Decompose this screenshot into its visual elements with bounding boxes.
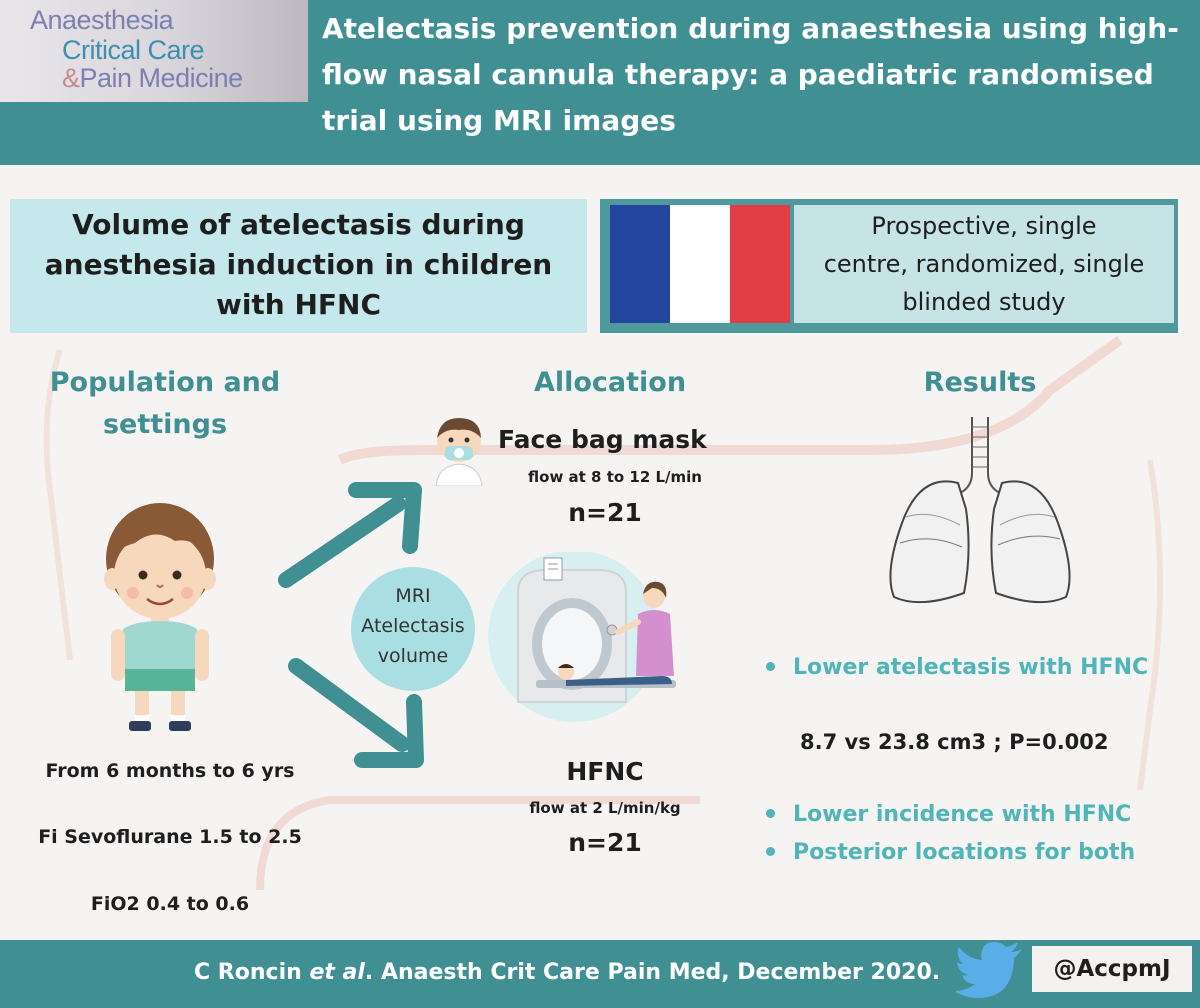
flag-white-stripe <box>670 205 730 323</box>
mri-label-line-2: Atelectasis <box>361 615 465 637</box>
results-heading: Results <box>923 367 1037 398</box>
population-heading-line-1: Population and <box>49 367 281 398</box>
bullet-dot-icon <box>766 847 775 856</box>
citation-etal: et al <box>309 960 365 985</box>
result-bullet-2-text: Lower incidence with HFNC <box>793 802 1132 827</box>
lungs-sketch-icon <box>880 413 1080 613</box>
result-statistic: 8.7 vs 23.8 cm3 ; P=0.002 <box>800 730 1109 754</box>
allocation-heading: Allocation <box>533 367 687 398</box>
group-face-mask-flow: flow at 8 to 12 L/min <box>528 468 702 486</box>
footer-band <box>0 940 1200 1008</box>
group-hfnc-title: HFNC <box>566 757 644 786</box>
result-bullet-posterior-locations <box>766 840 1135 865</box>
group-face-mask-title: Face bag mask <box>498 425 707 454</box>
group-face-mask-n: n=21 <box>568 498 642 527</box>
logo-line-3 <box>62 64 243 92</box>
population-heading <box>20 362 310 446</box>
study-aim-panel <box>10 199 587 333</box>
mri-atelectasis-circle <box>351 567 475 691</box>
journal-logo <box>0 0 308 102</box>
study-design-line-3: blinded study <box>902 288 1066 316</box>
bullet-dot-icon <box>766 662 775 671</box>
citation-rest: . Anaesth Crit Care Pain Med, December 2020. <box>364 960 941 985</box>
population-item-age: From 6 months to 6 yrs <box>45 760 295 782</box>
population-heading-line-2: settings <box>102 409 228 440</box>
study-design-line-1: Prospective, single <box>871 212 1097 240</box>
population-item-sevoflurane: Fi Sevoflurane 1.5 to 2.5 <box>38 826 302 848</box>
citation <box>194 958 940 988</box>
title-line-1: Atelectasis prevention during anaesthesia using high- <box>322 12 1179 45</box>
study-aim-line-3: with HFNC <box>215 288 382 321</box>
group-hfnc-n: n=21 <box>568 828 642 857</box>
page-title <box>322 6 1192 144</box>
masked-doctor-icon <box>428 414 490 486</box>
study-aim-line-1: Volume of atelectasis during <box>72 208 525 241</box>
twitter-bird-icon[interactable] <box>956 942 1024 998</box>
result-bullet-1-text: Lower atelectasis with HFNC <box>793 655 1149 680</box>
title-line-3: trial using MRI images <box>322 104 676 137</box>
mri-label-line-1: MRI <box>395 585 431 607</box>
mri-label-line-3: volume <box>377 645 449 667</box>
header-band <box>0 0 1200 165</box>
logo-line-3-text: Pain Medicine <box>79 63 243 93</box>
title-line-2: flow nasal cannula therapy: a paediatric randomised <box>322 58 1154 91</box>
citation-author: C Roncin <box>194 960 310 985</box>
result-bullet-lower-incidence <box>766 802 1131 827</box>
mri-scanner-illustration-icon <box>486 552 694 730</box>
group-hfnc-flow: flow at 2 L/min/kg <box>529 799 681 817</box>
child-illustration-icon <box>95 497 225 737</box>
france-flag-icon <box>610 205 790 323</box>
logo-line-2: Critical Care <box>62 35 205 65</box>
result-bullet-3-text: Posterior locations for both <box>793 840 1136 865</box>
twitter-handle[interactable]: @AccpmJ <box>1032 946 1192 992</box>
logo-ampersand: & <box>62 63 80 93</box>
study-design-panel <box>600 199 1178 333</box>
study-aim-line-2: anesthesia induction in children <box>44 248 553 281</box>
bullet-dot-icon <box>766 809 775 818</box>
population-item-fio2: FiO2 0.4 to 0.6 <box>90 893 250 915</box>
study-design-text <box>794 205 1174 323</box>
flag-red-stripe <box>730 205 790 323</box>
study-aim-text <box>10 199 587 325</box>
flag-blue-stripe <box>610 205 670 323</box>
study-design-line-2: centre, randomized, single <box>823 250 1145 278</box>
logo-line-1: Anaesthesia <box>30 5 174 35</box>
result-bullet-lower-atelectasis <box>766 655 1148 680</box>
